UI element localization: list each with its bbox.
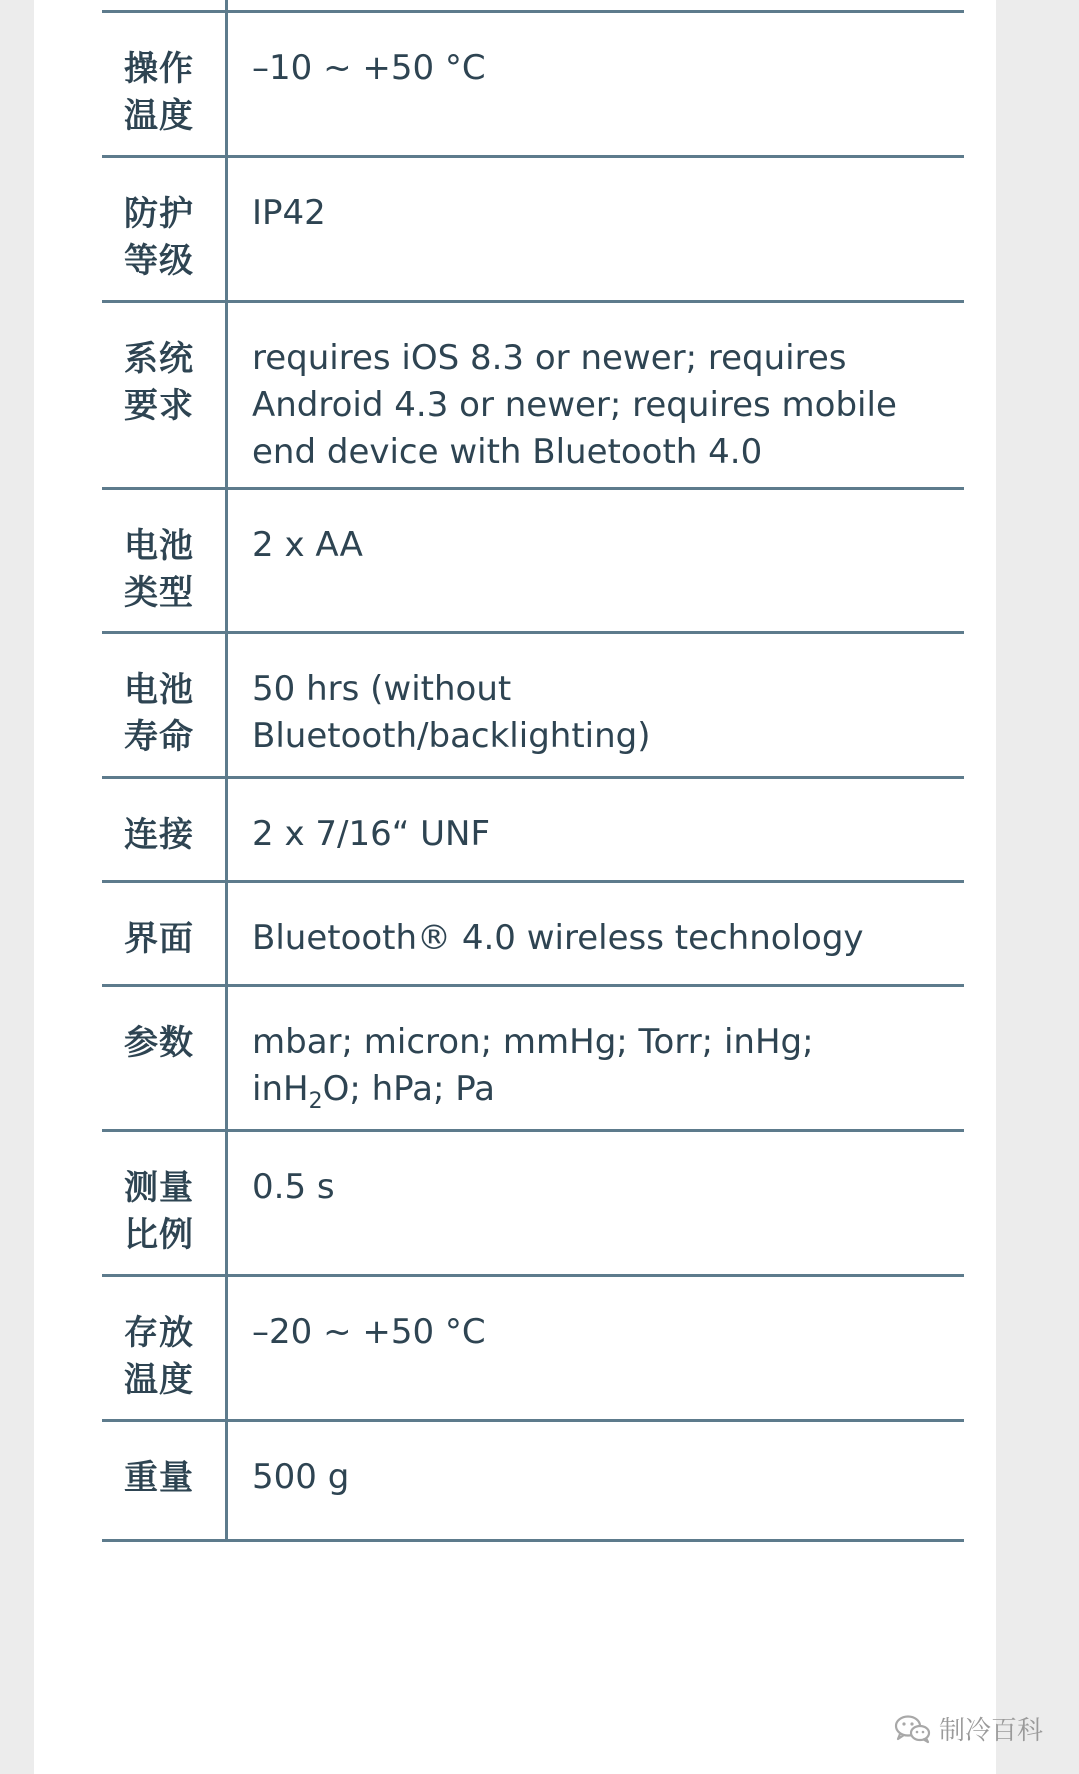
value-line: mbar; micron; mmHg; Torr; inHg; xyxy=(252,1022,814,1062)
label-line: 界面 xyxy=(124,919,194,959)
value-fragment: O; hPa; Pa xyxy=(322,1069,496,1109)
wechat-icon xyxy=(893,1714,933,1744)
spec-row-protection xyxy=(102,158,964,303)
spec-row-system-req xyxy=(102,303,964,490)
spec-value: 0.5 s xyxy=(252,1167,335,1207)
spec-label xyxy=(102,1422,228,1539)
spec-value: 500 g xyxy=(252,1457,350,1497)
spec-row-parameters xyxy=(102,987,964,1132)
value-line: Bluetooth/backlighting) xyxy=(252,716,651,756)
spec-row-weight xyxy=(102,1422,964,1542)
spec-value: 2 x 7/16“ UNF xyxy=(252,814,491,854)
spec-label xyxy=(102,303,228,487)
label-line: 等级 xyxy=(124,241,194,281)
spec-value: –10 ~ +50 °C xyxy=(252,48,486,88)
value-subscript: 2 xyxy=(308,1088,323,1114)
spec-row-interface xyxy=(102,883,964,987)
spec-row-battery-type xyxy=(102,490,964,634)
spec-row-storage-temp xyxy=(102,1277,964,1422)
label-line: 防护 xyxy=(124,194,194,234)
column-divider xyxy=(225,0,228,10)
spec-value xyxy=(228,634,964,776)
value-line: Android 4.3 or newer; requires mobile xyxy=(252,385,897,425)
spec-value xyxy=(228,303,964,487)
page xyxy=(34,0,996,1774)
label-line: 电池 xyxy=(124,670,194,710)
label-line: 连接 xyxy=(124,815,194,855)
label-line: 存放 xyxy=(124,1313,194,1353)
value-fragment: inH xyxy=(252,1069,309,1109)
spec-label xyxy=(102,13,228,155)
spec-label xyxy=(102,1277,228,1419)
spec-value xyxy=(228,987,964,1129)
value-line xyxy=(252,1066,964,1113)
spec-table xyxy=(102,0,964,1542)
watermark-text: 制冷百科 xyxy=(939,1716,1044,1746)
spec-label xyxy=(102,883,228,984)
value-line: requires iOS 8.3 or newer; requires xyxy=(252,338,847,378)
label-line: 比例 xyxy=(124,1215,194,1255)
label-line: 参数 xyxy=(124,1023,194,1063)
label-line: 测量 xyxy=(124,1168,194,1208)
spec-row-operating-temp xyxy=(102,13,964,158)
spec-row-battery-life xyxy=(102,634,964,779)
spec-value: Bluetooth® 4.0 wireless technology xyxy=(252,918,864,958)
spec-value: IP42 xyxy=(252,193,326,233)
label-line: 操作 xyxy=(124,49,194,89)
label-line: 寿命 xyxy=(124,717,194,757)
value-line: 50 hrs (without xyxy=(252,669,512,709)
spec-label xyxy=(102,1132,228,1274)
spec-value: –20 ~ +50 °C xyxy=(252,1312,486,1352)
label-line: 温度 xyxy=(124,96,194,136)
spec-row-connection xyxy=(102,779,964,883)
spec-row-measuring-rate xyxy=(102,1132,964,1277)
label-line: 温度 xyxy=(124,1360,194,1400)
spec-label xyxy=(102,158,228,300)
spec-value: 2 x AA xyxy=(252,525,363,565)
label-line: 要求 xyxy=(124,386,194,426)
value-line: end device with Bluetooth 4.0 xyxy=(252,432,763,472)
table-top-stub xyxy=(102,0,964,13)
watermark xyxy=(893,1710,1043,1747)
spec-label xyxy=(102,779,228,880)
spec-label xyxy=(102,987,228,1129)
label-line: 重量 xyxy=(124,1458,194,1498)
label-line: 系统 xyxy=(124,339,194,379)
spec-label xyxy=(102,634,228,776)
spec-label xyxy=(102,490,228,631)
label-line: 类型 xyxy=(124,573,194,613)
label-line: 电池 xyxy=(124,526,194,566)
